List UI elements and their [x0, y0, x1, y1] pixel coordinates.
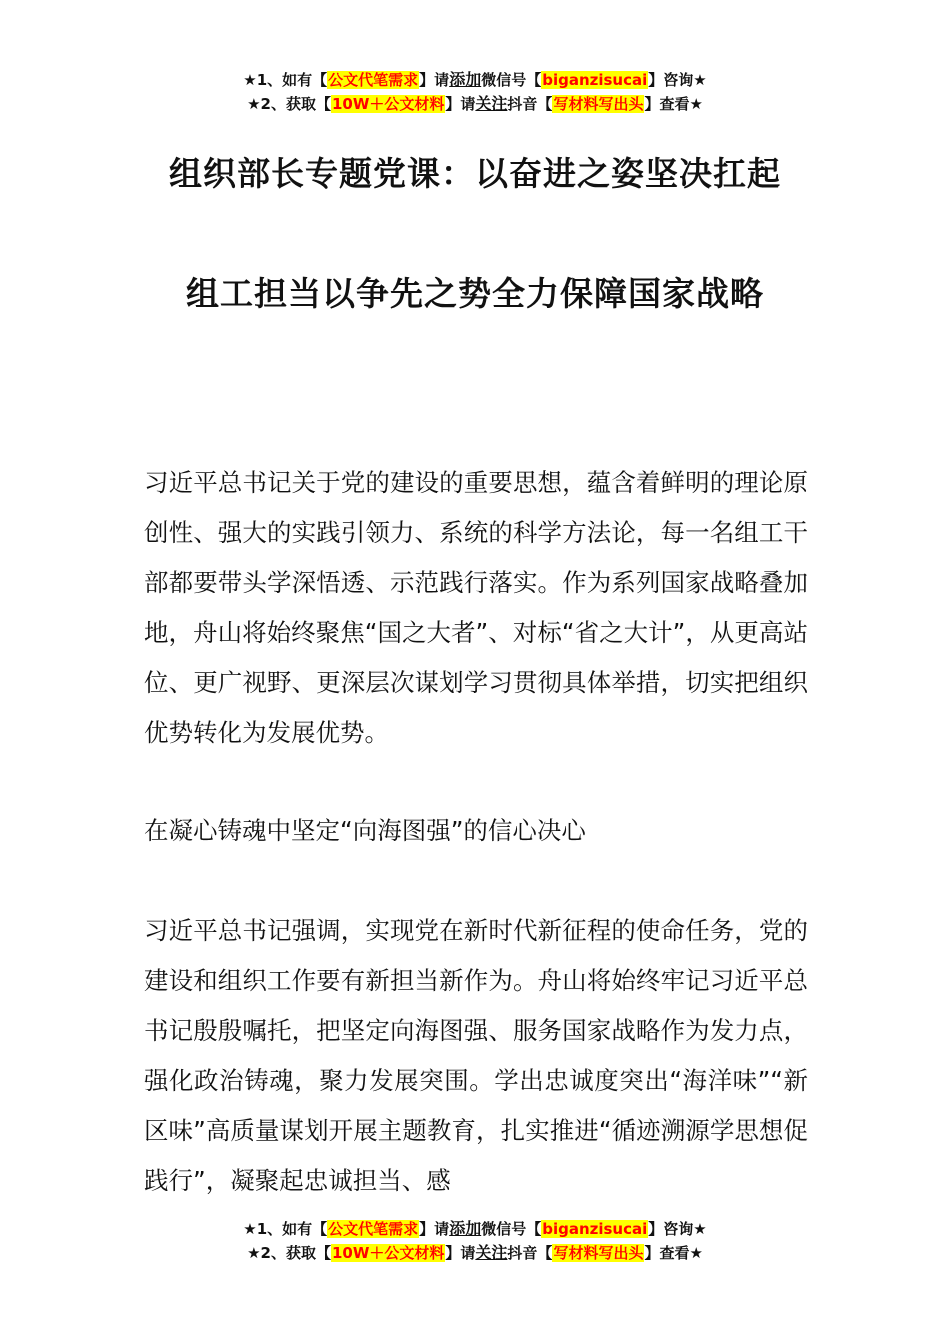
banner-highlight: 公文代笔需求 [328, 1220, 419, 1238]
banner-emphasis: 添加 [449, 70, 482, 89]
banner-emphasis: 添加 [449, 1219, 482, 1238]
document-title-line-2: 组工担当以争先之势全力保障国家战略 [186, 274, 764, 313]
banner-highlight: 10W＋公文材料 [331, 95, 445, 113]
header-banner [0, 68, 950, 116]
body-paragraph-1: 习近平总书记关于党的建设的重要思想，蕴含着鲜明的理论原创性、强大的实践引领力、系统的科学方法论，每一名组工干部都要带头学深悟透、示范践行落实。作为系列国家战略叠加地，舟山将始终聚焦“国之大者”、对标“省之大计”，从更高站位、更广视野、更深层次谋划学习贯彻具体举措，切实把组织优势转化为发展优势。 [144, 468, 808, 747]
banner-line-1: ★1、如有【公文代笔需求】请添加微信号【biganzisucai】咨询★ [243, 70, 707, 89]
banner-line-2: ★2、获取【10W＋公文材料】请关注抖音【写材料写出头】查看★ [247, 94, 703, 113]
banner-douyin-id: 写材料写出头 [553, 1244, 644, 1262]
banner-line-2: ★2、获取【10W＋公文材料】请关注抖音【写材料写出头】查看★ [247, 1243, 703, 1262]
banner-douyin-id: 写材料写出头 [553, 95, 644, 113]
banner-emphasis: 关注 [475, 94, 508, 113]
banner-wechat-id: biganzisucai [542, 71, 648, 89]
banner-emphasis: 关注 [475, 1243, 508, 1262]
document-title-line-1: 组织部长专题党课：以奋进之姿坚决扛起 [169, 154, 781, 193]
banner-wechat-id: biganzisucai [542, 1220, 648, 1238]
banner-highlight: 公文代笔需求 [328, 71, 419, 89]
banner-highlight: 10W＋公文材料 [331, 1244, 445, 1262]
section-heading: 在凝心铸魂中坚定“向海图强”的信心决心 [144, 816, 586, 845]
footer-banner [0, 1217, 950, 1265]
banner-line-1: ★1、如有【公文代笔需求】请添加微信号【biganzisucai】咨询★ [243, 1219, 707, 1238]
body-paragraph-2: 习近平总书记强调，实现党在新时代新征程的使命任务，党的建设和组织工作要有新担当新作为。舟山将始终牢记习近平总书记殷殷嘱托，把坚定向海图强、服务国家战略作为发力点，强化政治铸魂，聚力发展突围。学出忠诚度突出“海洋味”“新区味”高质量谋划开展主题教育，扎实推进“循迹溯源学思想促践行”，凝聚起忠诚担当、感 [144, 916, 808, 1195]
